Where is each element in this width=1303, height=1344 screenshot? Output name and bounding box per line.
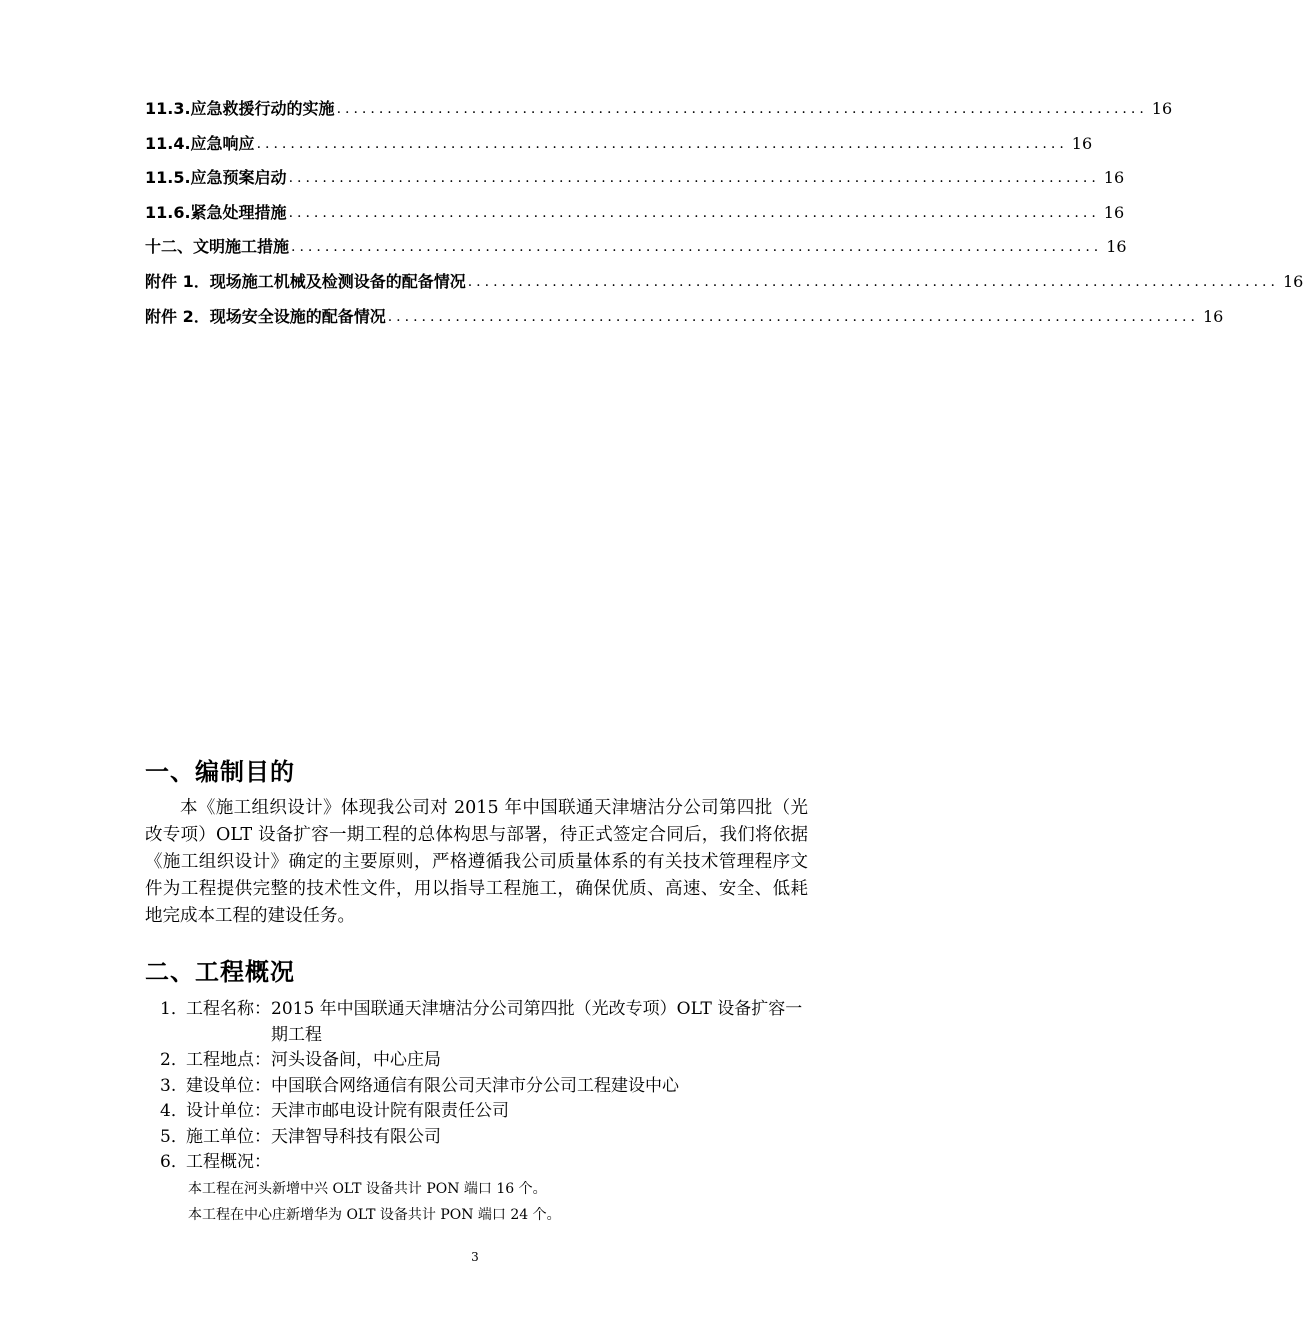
- info-item-number: 3.: [160, 1075, 177, 1096]
- toc-leader-dots: ................................................................................................: [387, 308, 1199, 325]
- toc-leader-dots: ................................................................................................: [291, 239, 1103, 256]
- info-item-value: 2015 年中国联通天津塘沽分公司第四批（光改专项）OLT 设备扩容一期工程: [271, 999, 803, 1045]
- info-item-number: 1．: [160, 999, 188, 1019]
- toc-entry-page: 16: [1282, 271, 1303, 291]
- info-item-number: 4．: [160, 1101, 188, 1121]
- toc-entry-page: 16: [1202, 306, 1224, 326]
- info-item-value: 天津市邮电设计院有限责任公司: [271, 1101, 509, 1121]
- overview-note: 本工程在中心庄新增华为 OLT 设备共计 PON 端口 24 个。: [188, 1206, 561, 1223]
- info-item-value: 天津智导科技有限公司: [271, 1126, 441, 1147]
- info-item-label: 施工单位：: [186, 1126, 271, 1147]
- info-item: [160, 1074, 810, 1100]
- toc-leader-dots: ................................................................................................: [467, 273, 1279, 290]
- toc-entry[interactable]: [145, 161, 1125, 196]
- toc-entry-page: 16: [1103, 168, 1125, 188]
- section-heading-purpose: 一、编制目的: [145, 758, 295, 786]
- info-item-label: 建设单位：: [186, 1075, 271, 1096]
- toc-entry-title: 附件 1．现场施工机械及检测设备的配备情况: [145, 271, 466, 291]
- info-item-label: 工程地点：: [186, 1050, 271, 1070]
- toc-leader-dots: ................................................................................................: [256, 135, 1068, 152]
- info-item-value: [271, 1150, 810, 1176]
- toc-entry-page: 16: [1151, 99, 1173, 118]
- info-item: [160, 1048, 810, 1074]
- info-item-value: 河头设备间，中心庄局: [271, 1050, 441, 1070]
- toc-entry[interactable]: [145, 196, 1125, 231]
- toc-entry-title: 11.4.应急响应: [145, 133, 255, 153]
- info-item: [160, 1099, 810, 1125]
- info-item-label: 工程概况：: [186, 1152, 271, 1172]
- toc-leader-dots: ................................................................................................: [288, 170, 1100, 187]
- info-item-number: 6．: [160, 1152, 188, 1172]
- toc-entry[interactable]: [145, 265, 1303, 300]
- toc-leader-dots: ................................................................................................: [288, 204, 1100, 221]
- info-item-number: 2．: [160, 1050, 188, 1070]
- toc-entry[interactable]: [145, 300, 1224, 335]
- section-paragraph-purpose: 本《施工组织设计》体现我公司对 2015 年中国联通天津塘沽分公司第四批（光改专项）OLT 设备扩容一期工程的总体构思与部署，待正式签定合同后，我们将依据《施工组织设计》确定的主要原则，严格遵循我公司质量体系的有关技术管理程序文件为工程提供完整的技术性文件，用以指导工程施工，确保优质、高速、安全、低耗地完成本工程的建设任务。: [145, 798, 808, 926]
- overview-note: 本工程在河头新增中兴 OLT 设备共计 PON 端口 16 个。: [188, 1180, 547, 1197]
- info-item-label: 工程名称：: [186, 999, 271, 1019]
- section-heading-overview: 二、工程概况: [145, 958, 295, 986]
- toc-entry[interactable]: [145, 230, 1127, 265]
- toc-entry-title: 11.5.应急预案启动: [145, 168, 287, 188]
- toc-entry[interactable]: [145, 92, 1173, 127]
- toc-leader-dots: ................................................................................................: [336, 101, 1148, 117]
- toc-entry-page: 16: [1071, 133, 1093, 153]
- info-item-label: 设计单位：: [186, 1101, 271, 1121]
- toc-entry[interactable]: [145, 127, 1093, 162]
- toc-entry-title: 十二、文明施工措施: [145, 237, 290, 257]
- page-number: 3: [471, 1250, 479, 1264]
- toc-entry-title: 11.3.应急救援行动的实施: [145, 99, 335, 118]
- info-item-number: 5．: [160, 1126, 188, 1147]
- info-item-value: 中国联合网络通信有限公司天津市分公司工程建设中心: [271, 1075, 679, 1096]
- info-item: [160, 997, 810, 1048]
- project-info-list: [160, 997, 810, 1228]
- toc-entry-page: 16: [1103, 202, 1125, 222]
- toc-entry-title: 11.6.紧急处理措施: [145, 202, 287, 222]
- info-item: [160, 1125, 810, 1151]
- table-of-contents: [145, 92, 1303, 334]
- info-item: [160, 1150, 810, 1176]
- toc-entry-title: 附件 2．现场安全设施的配备情况: [145, 306, 386, 326]
- toc-entry-page: 16: [1106, 237, 1127, 257]
